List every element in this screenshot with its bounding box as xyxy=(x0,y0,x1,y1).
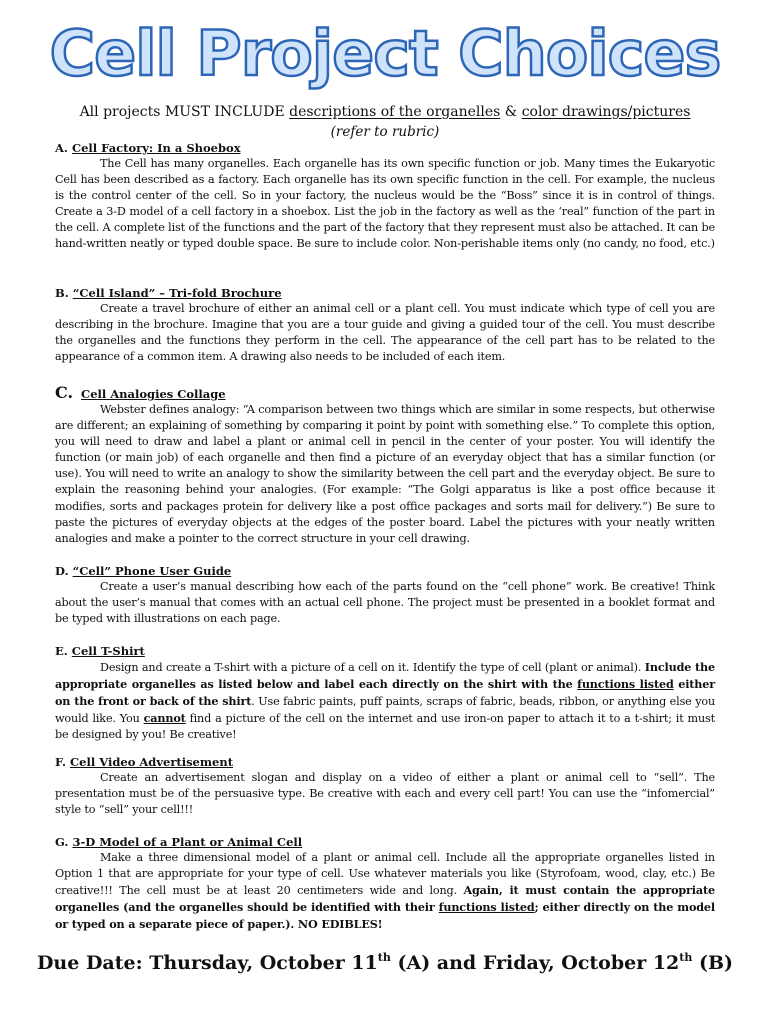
section-d-heading: D. “Cell” Phone User Guide xyxy=(55,564,232,578)
section-e xyxy=(55,643,715,743)
page-title: Cell Project Choices xyxy=(49,17,721,90)
section-d-title: “Cell” Phone User Guide xyxy=(72,564,232,578)
rubric-note: (refer to rubric) xyxy=(330,124,440,140)
color-drawings-requirement: color drawings/pictures xyxy=(521,104,691,120)
section-f-body: Create an advertisement slogan and display on a video of either a plant or animal cell to “sell”. The presentation must be of the persuasive type. Be creative with each and every cell part! You can use the “infomercial” style to “sell” your cell!!! xyxy=(55,771,715,817)
section-b-title: “Cell Island” – Tri-fold Brochure xyxy=(72,286,282,300)
section-b-heading: B. “Cell Island” – Tri-fold Brochure xyxy=(55,286,282,300)
section-f-title: Cell Video Advertisement xyxy=(70,755,234,769)
section-a-heading: A. Cell Factory: In a Shoebox xyxy=(55,141,241,155)
section-e-heading: E. Cell T-Shirt xyxy=(55,644,145,658)
section-g-heading: G. 3-D Model of a Plant or Animal Cell xyxy=(55,835,303,849)
section-e-body: Design and create a T-shirt with a picture of a cell on it. Identify the type of cell (plant or animal). Include the appropriate organelles as listed below and label each directly on the shirt with the functions listed either on the front or back of the shirt. Use fabric paints, puff paints, scraps of fabric, beads, ribbon, or anything else you would like. You cannot find a picture of the cell on the internet and use iron-on paper to attach it to a t-shirt; it must be designed by you! Be creative! xyxy=(55,660,716,742)
section-b-body: Create a travel brochure of either an animal cell or a plant cell. You must indicate which type of cell you are describing in the brochure. Imagine that you are a tour guide and giving a guided tour of the cell. You must describe the organelles and the functions they perform in the cell. The appearance of the cell part has to be related to the appearance of a common item. A drawing also needs to be included of each item. xyxy=(55,302,715,364)
section-g xyxy=(55,834,715,933)
section-g-title: 3-D Model of a Plant or Animal Cell xyxy=(72,835,303,849)
section-d xyxy=(55,563,715,627)
section-c-title: Cell Analogies Collage xyxy=(81,387,226,401)
section-e-title: Cell T-Shirt xyxy=(71,644,145,658)
due-date: Due Date: Thursday, October 11th (A) and Friday, October 12th (B) xyxy=(36,951,734,974)
section-a-title: Cell Factory: In a Shoebox xyxy=(71,141,241,155)
section-c-body: Webster defines analogy: “A comparison between two things which are similar in some respects, but otherwise are different; an explaining of something by comparing it point by point with something else.” To complete this option, you will need to draw and label a plant or animal cell in pencil in the center of your poster. You will identify the function (or main job) of each organelle and then find a picture of an everyday object that has a similar function (or use). You will need to write an analogy to show the similarity between the cell part and the everyday object. Be sure to explain the reasoning behind your analogies. (For example: “The Golgi apparatus is like a post office because it modifies, sorts and packages protein for delivery like a post office packages and sorts mail for delivery.”) Be sure to paste the pictures of everyday objects at the edges of the poster board. Label the pictures with your neatly written analogies and make a pointer to the correct structure in your cell drawing. xyxy=(55,403,715,545)
section-d-body: Create a user’s manual describing how each of the parts found on the “cell phone” work. Be creative! Think about the user’s manual that comes with an actual cell phone. The project must be presented in a booklet format and be typed with illustrations on each page. xyxy=(55,580,715,626)
section-c xyxy=(55,385,715,547)
section-b xyxy=(55,285,715,365)
section-a xyxy=(55,140,715,253)
organelle-descriptions-requirement: descriptions of the organelles xyxy=(289,104,501,120)
requirements-line: All projects MUST INCLUDE descriptions of the organelles & color drawings/pictures xyxy=(79,104,691,120)
section-f-heading: F. Cell Video Advertisement xyxy=(55,755,234,769)
section-c-heading: C. Cell Analogies Collage xyxy=(55,383,226,402)
section-f xyxy=(55,754,715,818)
section-g-body: Make a three dimensional model of a plant or animal cell. Include all the appropriate organelles listed in Option 1 that are appropriate for your type of cell. Use whatever materials you like (Styrofoam, wood, clay, etc.) Be creative!!! The cell must be at least 20 centimeters wide and long. Again, it must contain the appropriate organelles (and the organelles should be identified with their functions listed; either directly on the model or typed on a separate piece of paper.). NO EDIBLES! xyxy=(55,851,715,932)
section-a-body: The Cell has many organelles. Each organelle has its own specific function or job. Many times the Eukaryotic Cell has been described as a factory. Each organelle has its own specific function in the cell. For example, the nucleus is the control center of the cell. So in your factory, the nucleus would be the “Boss” since it is in control of things. Create a 3-D model of a cell factory in a shoebox. List the job in the factory as well as the ‘real” function of the part in the cell. A complete list of the functions and the part of the factory that they represent must also be attached. It can be hand-written neatly or typed double space. Be sure to include color. Non-perishable items only (no candy, no food, etc.) xyxy=(55,157,716,251)
